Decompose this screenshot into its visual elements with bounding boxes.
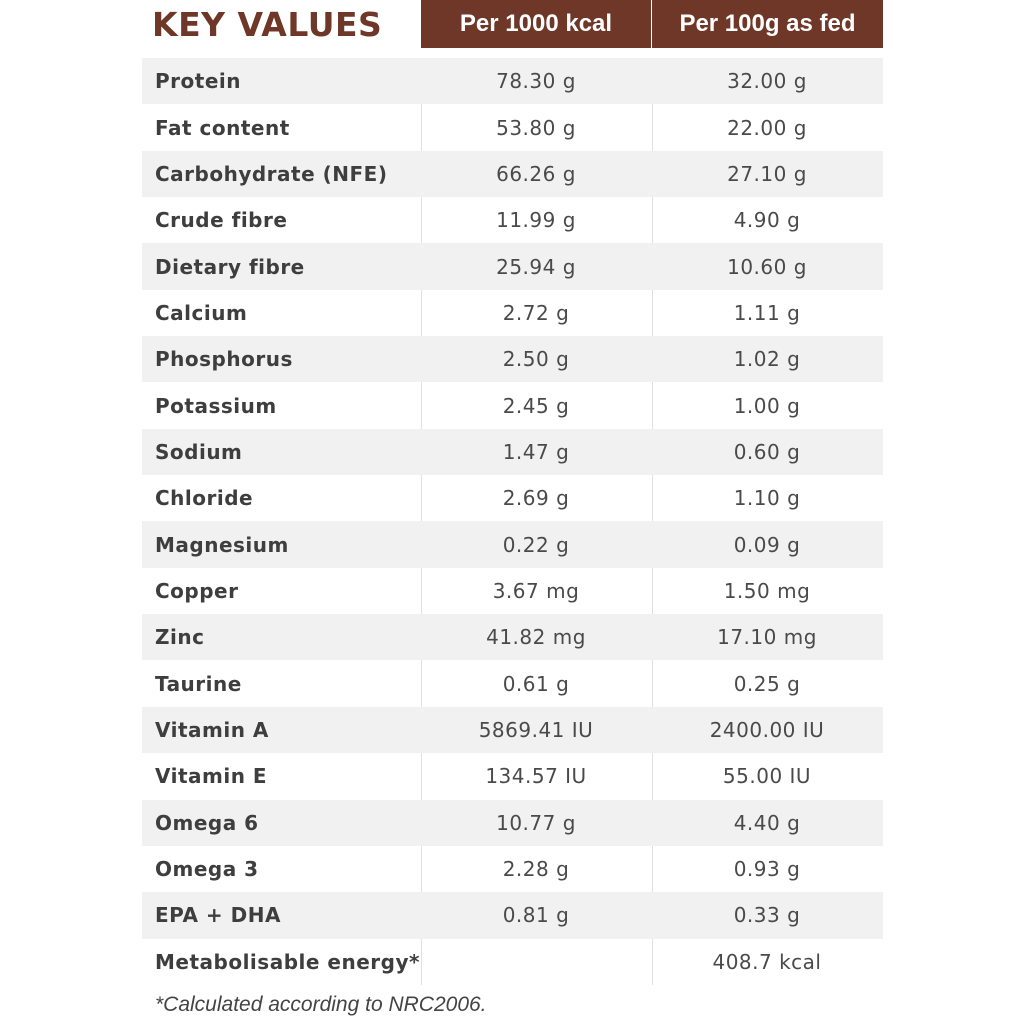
value-per-1000-kcal: 5869.41 IU bbox=[478, 717, 594, 742]
table-row bbox=[142, 846, 883, 892]
nutrient-name: Potassium bbox=[155, 393, 277, 418]
table-row bbox=[142, 707, 883, 753]
value-per-1000-kcal: 134.57 IU bbox=[485, 764, 587, 789]
value-per-100g: 0.25 g bbox=[733, 671, 801, 696]
value-per-1000-kcal: 3.67 mg bbox=[492, 578, 580, 603]
nutrient-name: Metabolisable energy* bbox=[155, 949, 420, 974]
value-per-1000-kcal: 2.50 g bbox=[502, 347, 570, 372]
table-row bbox=[142, 568, 883, 614]
table-row bbox=[142, 475, 883, 521]
value-per-1000-kcal: 10.77 g bbox=[496, 810, 576, 835]
value-per-1000-kcal: 25.94 g bbox=[496, 254, 576, 279]
nutrient-name: Phosphorus bbox=[155, 347, 293, 372]
value-per-1000-kcal: 0.22 g bbox=[502, 532, 570, 557]
value-per-100g: 408.7 kcal bbox=[712, 949, 822, 974]
nutrient-name: Crude fibre bbox=[155, 208, 288, 233]
value-per-100g: 0.60 g bbox=[733, 439, 801, 464]
value-per-100g: 1.50 mg bbox=[723, 578, 811, 603]
value-per-100g: 1.00 g bbox=[733, 393, 801, 418]
value-per-1000-kcal: 2.45 g bbox=[502, 393, 570, 418]
value-per-1000-kcal: 66.26 g bbox=[496, 161, 576, 186]
value-per-1000-kcal: 0.81 g bbox=[502, 903, 570, 928]
value-per-100g: 0.33 g bbox=[733, 903, 801, 928]
nutrient-name: Chloride bbox=[155, 486, 254, 511]
value-per-1000-kcal: 0.61 g bbox=[502, 671, 570, 696]
value-per-100g: 1.10 g bbox=[733, 486, 801, 511]
value-per-100g: 0.09 g bbox=[733, 532, 801, 557]
value-per-100g: 22.00 g bbox=[727, 115, 807, 140]
nutrient-name: Omega 3 bbox=[155, 857, 259, 882]
value-per-100g: 17.10 mg bbox=[717, 625, 817, 650]
table-row bbox=[142, 429, 883, 475]
table-row bbox=[142, 382, 883, 428]
value-per-100g: 0.93 g bbox=[733, 857, 801, 882]
nutrient-name: Vitamin E bbox=[155, 764, 268, 789]
footnote: *Calculated according to NRC2006. bbox=[155, 993, 487, 1016]
column-header-per-100g: Per 100g as fed bbox=[652, 0, 883, 48]
table-row bbox=[142, 197, 883, 243]
page-title: KEY VALUES bbox=[152, 5, 383, 44]
value-per-100g: 10.60 g bbox=[727, 254, 807, 279]
value-per-1000-kcal: 78.30 g bbox=[496, 69, 576, 94]
nutrient-name: Zinc bbox=[155, 625, 205, 650]
table-row bbox=[142, 58, 883, 104]
nutrient-name: Taurine bbox=[155, 671, 242, 696]
value-per-100g: 2400.00 IU bbox=[709, 717, 825, 742]
value-per-100g: 27.10 g bbox=[727, 161, 807, 186]
value-per-100g: 1.02 g bbox=[733, 347, 801, 372]
nutrient-name: Fat content bbox=[155, 115, 290, 140]
nutrient-name: EPA + DHA bbox=[155, 903, 281, 928]
table-row bbox=[142, 336, 883, 382]
nutrient-table bbox=[142, 58, 883, 985]
nutrient-name: Omega 6 bbox=[155, 810, 259, 835]
table-row bbox=[142, 151, 883, 197]
nutrient-name: Magnesium bbox=[155, 532, 289, 557]
value-per-100g: 32.00 g bbox=[727, 69, 807, 94]
table-row bbox=[142, 521, 883, 567]
nutrient-name: Protein bbox=[155, 69, 241, 94]
value-per-100g: 4.90 g bbox=[733, 208, 801, 233]
value-per-1000-kcal: 2.69 g bbox=[502, 486, 570, 511]
table-row bbox=[142, 800, 883, 846]
table-row bbox=[142, 939, 883, 985]
nutrient-name: Copper bbox=[155, 578, 239, 603]
nutrient-name: Sodium bbox=[155, 439, 243, 464]
nutrient-name: Dietary fibre bbox=[155, 254, 305, 279]
table-row bbox=[142, 753, 883, 799]
nutrient-name: Carbohydrate (NFE) bbox=[155, 161, 388, 186]
column-header-per-1000-kcal: Per 1000 kcal bbox=[421, 0, 651, 48]
nutrient-name: Calcium bbox=[155, 300, 248, 325]
table-row bbox=[142, 104, 883, 150]
table-row bbox=[142, 614, 883, 660]
table-header bbox=[142, 0, 883, 48]
nutrient-name: Vitamin A bbox=[155, 717, 269, 742]
value-per-100g: 1.11 g bbox=[733, 300, 801, 325]
value-per-1000-kcal: 11.99 g bbox=[496, 208, 576, 233]
value-per-100g: 55.00 IU bbox=[722, 764, 812, 789]
value-per-1000-kcal: 2.28 g bbox=[502, 857, 570, 882]
value-per-100g: 4.40 g bbox=[733, 810, 801, 835]
table-row bbox=[142, 892, 883, 938]
table-row bbox=[142, 243, 883, 289]
table-row bbox=[142, 290, 883, 336]
value-per-1000-kcal: 41.82 mg bbox=[486, 625, 586, 650]
value-per-1000-kcal: 1.47 g bbox=[502, 439, 570, 464]
table-row bbox=[142, 660, 883, 706]
value-per-1000-kcal: 2.72 g bbox=[502, 300, 570, 325]
value-per-1000-kcal: 53.80 g bbox=[496, 115, 576, 140]
